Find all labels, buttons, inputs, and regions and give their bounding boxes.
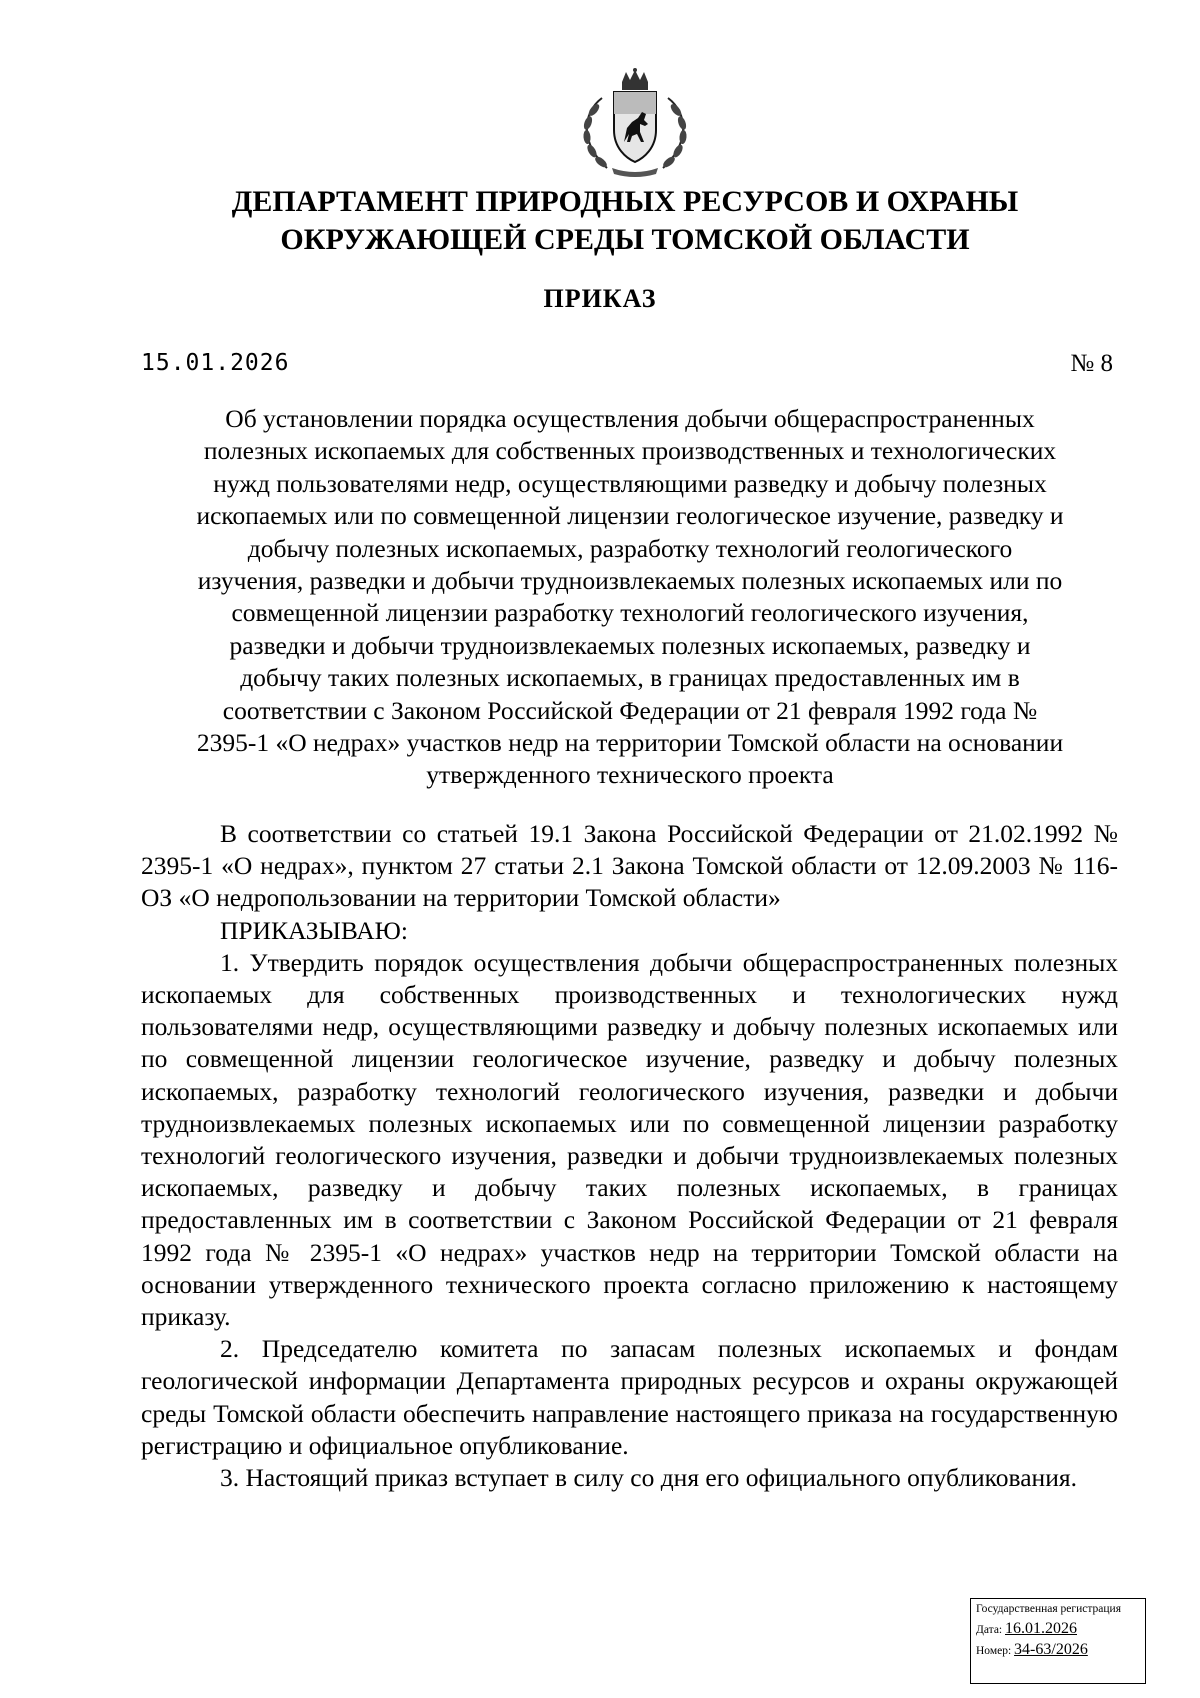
- title-line: добычу полезных ископаемых, разработку технологий геологического: [247, 533, 1013, 563]
- registration-number-row: [976, 1643, 1140, 1658]
- item-3-paragraph: 3. Настоящий приказ вступает в силу со дня его официального опубликования.: [220, 1463, 1077, 1493]
- registration-date-label: Дата:: [976, 1624, 1003, 1636]
- document-title: [140, 403, 1120, 792]
- document-number: № 8: [1070, 350, 1113, 377]
- title-line: добычу таких полезных ископаемых, в границах предоставленных им в: [240, 663, 1020, 693]
- title-line: Об установлении порядка осуществления добычи общераспространенных: [225, 404, 1035, 433]
- registration-stamp-title: Государственная регистрация: [976, 1603, 1121, 1615]
- item-1-paragraph: 1. Утвердить порядок осуществления добычи общераспространенных полезных ископаемых для собственных производственных и технологических нужд пользователями недр, осуществляющими разведку и добычу полезных ископаемых или по совмещенной лицензии геологическое изучение, разведку и добычу полезных ископаемых, разработку технологий геологического изучения, разведки и добычи трудноизвлекаемых полезных ископаемых или по совмещенной лицензии разработку технологий геологического изучения, разведки и добычи трудноизвлекаемых полезных ископаемых, разведку и добычу таких полезных ископаемых, в границах предоставленных им в соответствии с Законом Российской Федерации от 21 февраля 1992 года № 2395-1 «О недрах» участков недр на территории Томской области на основании утвержденного технического проекта согласно приложению к настоящему приказу.: [141, 947, 1118, 1332]
- registration-date-value: 16.01.2026: [1005, 1620, 1077, 1637]
- registration-number-label: Номер:: [976, 1645, 1012, 1657]
- registration-number-value: 34-63/2026: [1014, 1641, 1088, 1658]
- title-line: совмещенной лицензии разработку технологий геологического изучения,: [231, 598, 1029, 628]
- title-line: соответствии с Законом Российской Федерации от 21 февраля 1992 года №: [222, 695, 1038, 725]
- title-line: нужд пользователями недр, осуществляющими разведку и добычу полезных: [213, 468, 1047, 498]
- title-line: ископаемых или по совмещенной лицензии геологическое изучение, разведку и: [196, 501, 1064, 531]
- preamble-paragraph: В соответствии со статьей 19.1 Закона Российской Федерации от 21.02.1992 № 2395-1 «О недрах», пунктом 27 статьи 2.1 Закона Томской области от 12.09.2003 № 116-ОЗ «О недропользовании на территории Томской области»: [141, 819, 1118, 913]
- order-word: ПРИКАЗЫВАЮ:: [220, 915, 408, 945]
- title-line: разведки и добычи трудноизвлекаемых полезных ископаемых, разведку и: [229, 630, 1031, 660]
- organization-name: [150, 183, 1100, 259]
- document-date: 15.01.2026: [141, 350, 290, 376]
- organization-name-line-1: ДЕПАРТАМЕНТ ПРИРОДНЫХ РЕСУРСОВ И ОХРАНЫ: [231, 185, 1019, 218]
- title-line: изучения, разведки и добычи трудноизвлекаемых полезных ископаемых или по: [197, 566, 1063, 596]
- title-line: утвержденного технического проекта: [426, 760, 834, 790]
- tomsk-region-coat-of-arms-icon: [572, 68, 698, 178]
- organization-name-line-2: ОКРУЖАЮЩЕЙ СРЕДЫ ТОМСКОЙ ОБЛАСТИ: [280, 223, 970, 256]
- item-2-paragraph: 2. Председателю комитета по запасам полезных ископаемых и фондам геологической информации Департамента природных ресурсов и охраны окружающей среды Томской области обеспечить направление настоящего приказа на государственную регистрацию и официальное опубликование.: [141, 1334, 1118, 1460]
- registration-stamp: [970, 1598, 1146, 1684]
- title-line: полезных ископаемых для собственных производственных и технологических: [203, 436, 1057, 466]
- document-body: [141, 818, 1118, 1494]
- title-line: 2395-1 «О недрах» участков недр на территории Томской области на основании: [196, 728, 1064, 758]
- document-type: ПРИКАЗ: [543, 284, 657, 313]
- registration-date-row: [976, 1622, 1140, 1637]
